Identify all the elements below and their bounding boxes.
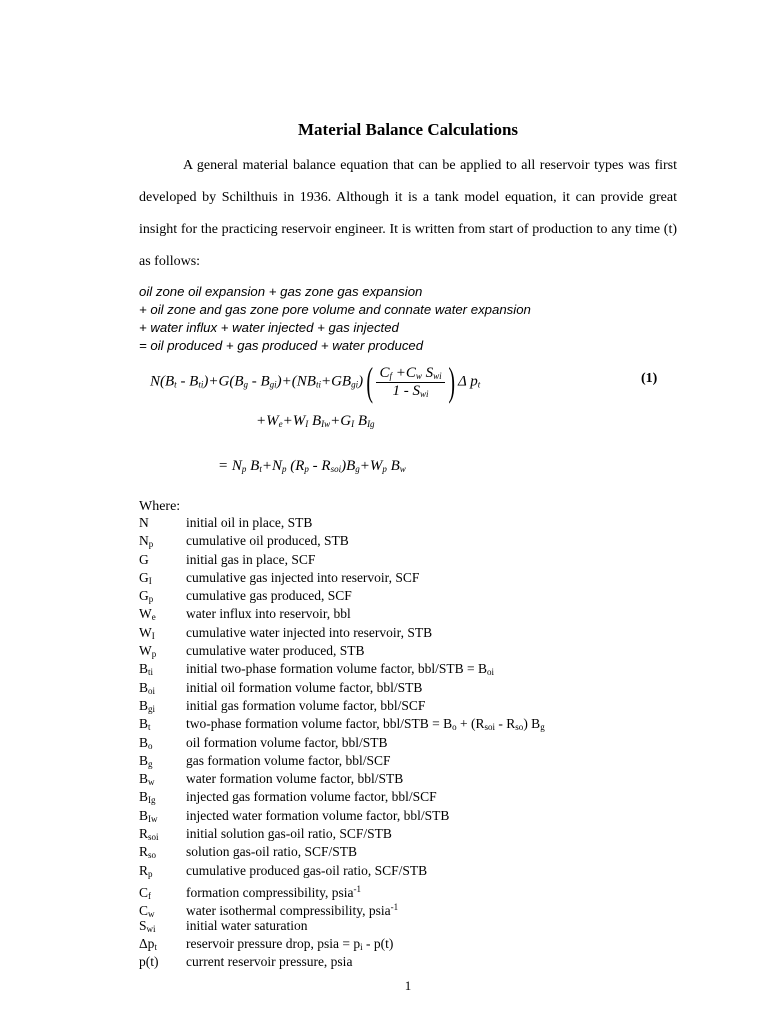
definition-text: initial gas formation volume factor, bbl/SCF (186, 697, 426, 713)
symbol: $\Delta p_t$ (139, 935, 157, 952)
definition-text: reservoir pressure drop, psia = p (186, 935, 361, 951)
symbol: $B_o$ (139, 734, 153, 751)
symbol: $B_{gi}$ (139, 697, 156, 714)
document-title: Material Balance Calculations (297, 120, 519, 139)
definition-text: oil formation volume factor, bbl/STB (186, 734, 388, 750)
definition-text: cumulative gas produced, SCF (186, 588, 352, 604)
symbol: $C_w$ (139, 903, 155, 920)
symbol: $R_{soi}$ (139, 826, 159, 843)
symbol: $S_{wi}$ (139, 917, 156, 934)
definition-row (139, 788, 545, 806)
symbol: N (139, 515, 149, 530)
page-number: 1 (404, 978, 412, 993)
definitions-list (139, 514, 545, 971)
definition-row (139, 715, 545, 733)
symbol: $B_g$ (139, 752, 153, 769)
definition-row (139, 734, 545, 752)
definition-subscript: i (360, 941, 363, 952)
definition-text: current reservoir pressure, psia (186, 954, 353, 970)
definition-row (139, 917, 545, 935)
definition-text: initial gas in place, SCF (186, 551, 316, 567)
definition-text: solution gas-oil ratio, SCF/STB (186, 844, 358, 860)
definition-row (139, 605, 545, 623)
symbol: p(t) (139, 954, 159, 970)
symbol: $B_{Ig}$ (139, 789, 156, 806)
definition-subscript: o (452, 722, 457, 733)
equation-number: (1) (641, 371, 658, 386)
definition-row (139, 752, 545, 770)
symbol: $B_{Iw}$ (139, 807, 158, 824)
equation-line-2: $+W_e+W_I$ $B_{Iw}+G_I$ $B_{Ig}$ (256, 413, 375, 429)
definition-text: cumulative water produced, STB (186, 643, 365, 659)
symbol: $B_{ti}$ (139, 661, 154, 678)
definition-row (139, 935, 545, 953)
definition-text: injected gas formation volume factor, bbl/SCF (186, 789, 437, 805)
where-label: Where: (139, 499, 181, 514)
definition-text: cumulative produced gas-oil ratio, SCF/STB (186, 862, 428, 878)
definition-row (139, 898, 545, 920)
definition-row (139, 679, 545, 697)
symbol: $R_{so}$ (139, 844, 157, 861)
definition-text: initial water saturation (186, 917, 308, 933)
symbol: $W_e$ (139, 606, 156, 623)
definition-row (139, 697, 545, 715)
symbol: $N_p$ (139, 533, 154, 550)
definition-row (139, 843, 545, 861)
word-equation-line-3: + water influx + water injected + gas injected (139, 320, 399, 335)
definition-text: cumulative water injected into reservoir, STB (186, 624, 433, 640)
definition-row (139, 551, 545, 569)
definition-text: water formation volume factor, bbl/STB (186, 771, 404, 787)
definition-row (139, 514, 545, 532)
intro-paragraph (139, 150, 677, 278)
word-equation-line-2: + oil zone and gas zone pore volume and connate water expansion (139, 302, 531, 317)
definition-text: two-phase formation volume factor, bbl/STB = B (186, 716, 453, 732)
definition-text: initial oil in place, STB (186, 515, 313, 530)
definition-text: cumulative gas injected into reservoir, SCF (186, 569, 420, 585)
definition-row (139, 569, 545, 587)
symbol: $B_{oi}$ (139, 679, 156, 696)
definition-text: initial two-phase formation volume factor, bbl/STB = B (186, 661, 488, 677)
definition-text: cumulative oil produced, STB (186, 533, 349, 549)
word-equation-line-1: oil zone oil expansion + gas zone gas expansion (139, 284, 423, 299)
definition-row (139, 880, 545, 901)
definition-row (139, 532, 545, 550)
equation-line-1: $N(B_t - B_{ti})+G(B_g - B_{gi})+(NB_{ti}+GB_{gi})$( $\frac{C_f +C_w S_{wi}}{1 - S_{wi}}$ ) Δ $p_t$ (150, 359, 481, 404)
definition-row (139, 825, 545, 843)
definition-row (139, 862, 545, 880)
symbol: G (139, 551, 149, 567)
definition-superscript: -1 (353, 883, 361, 894)
symbol: $W_I$ (139, 624, 155, 641)
definition-row (139, 807, 545, 825)
definition-text: initial oil formation volume factor, bbl/STB (186, 679, 423, 695)
symbol: $B_t$ (139, 716, 151, 733)
definition-superscript: -1 (390, 902, 399, 913)
definition-row (139, 953, 545, 971)
definition-text: initial solution gas-oil ratio, SCF/STB (186, 826, 392, 842)
definition-row (139, 624, 545, 642)
word-equation-line-4: = oil produced + gas produced + water produced (139, 338, 424, 353)
symbol: $G_I$ (139, 569, 152, 586)
symbol: $W_p$ (139, 643, 157, 660)
definition-tail: - p(t) (362, 935, 394, 951)
definition-text: formation compressibility, psia (186, 884, 354, 900)
definition-text: water isothermal compressibility, psia (186, 903, 391, 919)
intro-text: A general material balance equation that can be applied to all reservoir types was first developed by Schilthuis in 1936. Although it is a tank model equation, it can provide great insight for the practicing reservoir engineer. It is written from start of production to any time (t) as follows: (139, 158, 677, 269)
definition-row (139, 770, 545, 788)
definition-text: injected water formation volume factor, bbl/STB (186, 807, 450, 823)
definition-row (139, 642, 545, 660)
definition-row (139, 660, 545, 678)
definition-text: water influx into reservoir, bbl (186, 606, 351, 622)
definition-tail: + $(R_{soi} - R_{so})$ $B_g$ (456, 716, 545, 733)
symbol: $B_w$ (139, 771, 155, 788)
definition-text: gas formation volume factor, bbl/SCF (186, 752, 391, 768)
symbol: $G_p$ (139, 588, 154, 605)
definition-row (139, 587, 545, 605)
symbol: $C_f$ (139, 884, 152, 901)
definition-subscript: oi (487, 667, 495, 678)
equation-line-3: = $N_p$ $B_t+N_p$ $(R_p - R_{soi})B_g+W_p$ $B_w$ (218, 458, 406, 474)
symbol: $R_p$ (139, 862, 153, 879)
